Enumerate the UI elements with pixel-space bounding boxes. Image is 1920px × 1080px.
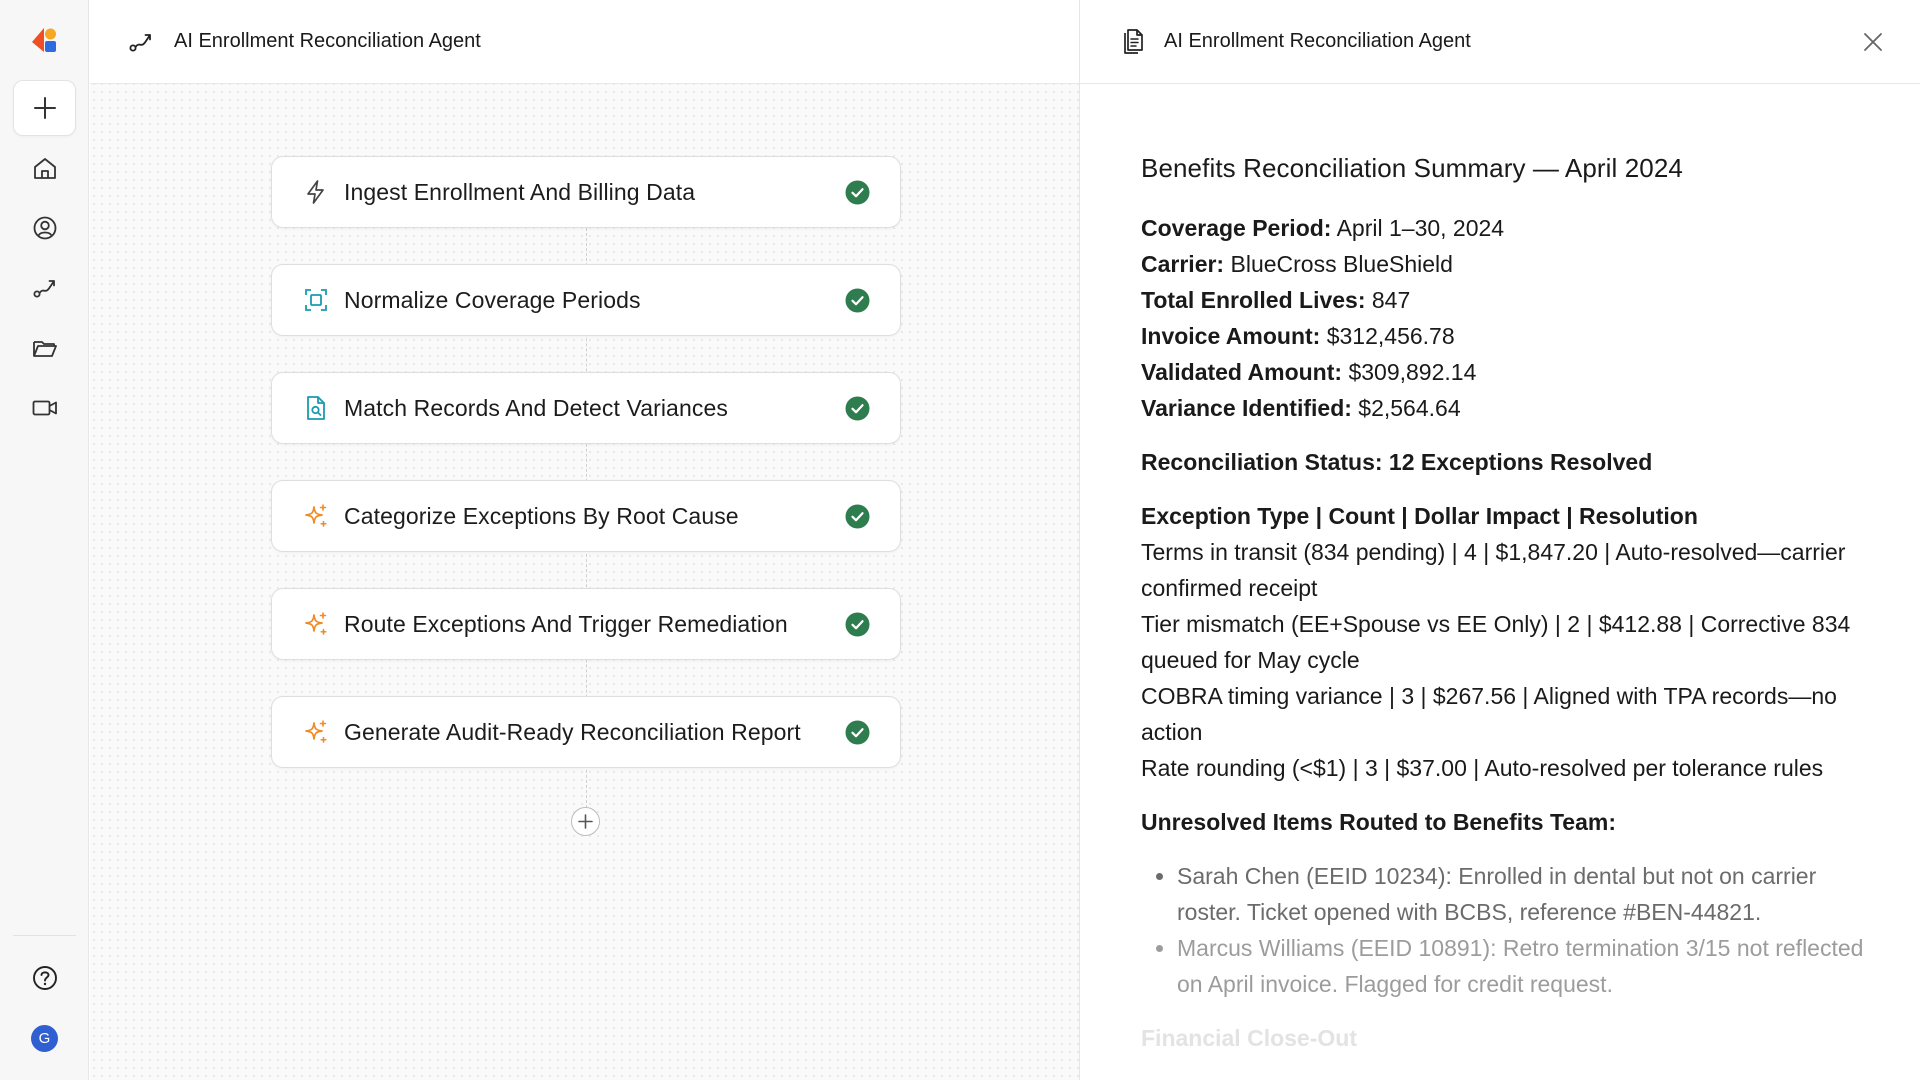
plus-icon [577, 813, 594, 830]
plus-icon [30, 93, 60, 123]
output-panel [1079, 0, 1920, 1080]
unresolved-heading: Unresolved Items Routed to Benefits Team: [1141, 809, 1616, 835]
folder-icon [30, 333, 60, 363]
avatar[interactable]: G [31, 1025, 58, 1052]
sparkle-icon [302, 610, 330, 638]
step-label: Match Records And Detect Variances [344, 394, 728, 421]
fact-row: Coverage Period: April 1–30, 2024 [1141, 215, 1505, 241]
table-row: Rate rounding (<$1) | 3 | $37.00 | Auto-resolved per tolerance rules [1141, 755, 1824, 781]
step-ingest-data[interactable] [271, 156, 901, 228]
step-route-exceptions[interactable] [271, 588, 901, 660]
step-label: Categorize Exceptions By Root Cause [344, 502, 739, 529]
check-circle-icon [845, 288, 870, 313]
panel-header [1080, 0, 1920, 84]
files-button[interactable] [13, 320, 76, 376]
profile-button[interactable] [13, 200, 76, 256]
document-icon [1120, 27, 1146, 57]
sparkle-icon [302, 502, 330, 530]
list-item: • Marcus Williams (EEID 10891): Retro termination 3/15 not reflected on April invoice. Flagged for credit request. [1177, 930, 1881, 1002]
workflow-header [90, 0, 1079, 84]
home-icon [30, 153, 60, 183]
scan-icon [302, 286, 330, 314]
report-content [1141, 150, 1881, 1056]
fact-row: Variance Identified: $2,564.64 [1141, 395, 1461, 421]
bolt-icon [302, 178, 330, 206]
new-button[interactable] [13, 80, 76, 136]
check-circle-icon [845, 396, 870, 421]
sparkle-icon [302, 718, 330, 746]
step-label: Route Exceptions And Trigger Remediation [344, 610, 788, 637]
table-row: Tier mismatch (EE+Spouse vs EE Only) | 2 | $412.88 | Corrective 834 queued for May cycle [1141, 611, 1851, 673]
step-generate-report[interactable] [271, 696, 901, 768]
help-circle-icon [30, 963, 60, 993]
step-categorize-exceptions[interactable] [271, 480, 901, 552]
close-icon[interactable] [1859, 28, 1887, 56]
fact-row: Validated Amount: $309,892.14 [1141, 359, 1477, 385]
step-match-records[interactable] [271, 372, 901, 444]
table-row: Terms in transit (834 pending) | 4 | $1,847.20 | Auto-resolved—carrier confirmed receipt [1141, 539, 1846, 601]
check-circle-icon [845, 612, 870, 637]
check-circle-icon [845, 720, 870, 745]
document-search-icon [302, 394, 330, 422]
help-button[interactable] [13, 950, 76, 1006]
add-step-button[interactable] [571, 807, 600, 836]
video-icon [30, 393, 60, 423]
left-rail [0, 0, 89, 1080]
route-icon [126, 27, 156, 57]
fact-row: Total Enrolled Lives: 847 [1141, 287, 1411, 313]
table-row: COBRA timing variance | 3 | $267.56 | Aligned with TPA records—no action [1141, 683, 1837, 745]
list-item: • Sarah Chen (EEID 10234): Enrolled in dental but not on carrier roster. Ticket opened with BCBS, reference #BEN-44821. [1177, 858, 1881, 930]
home-button[interactable] [13, 140, 76, 196]
table-header: Exception Type | Count | Dollar Impact | Resolution [1141, 503, 1698, 529]
panel-title: AI Enrollment Reconciliation Agent [1164, 30, 1471, 52]
section-heading-financial: Financial Close-Out [1141, 1025, 1357, 1051]
workflows-button[interactable] [13, 260, 76, 316]
step-label: Normalize Coverage Periods [344, 286, 641, 313]
fact-row: Carrier: BlueCross BlueShield [1141, 251, 1453, 277]
step-normalize-coverage[interactable] [271, 264, 901, 336]
step-label: Ingest Enrollment And Billing Data [344, 178, 696, 205]
check-circle-icon [845, 180, 870, 205]
check-circle-icon [845, 504, 870, 529]
user-circle-icon [30, 213, 60, 243]
recordings-button[interactable] [13, 380, 76, 436]
route-icon [30, 273, 60, 303]
workflow-canvas [90, 0, 1079, 1080]
step-label: Generate Audit-Ready Reconciliation Report [344, 718, 801, 745]
rail-divider [13, 935, 76, 936]
workflow-title: AI Enrollment Reconciliation Agent [174, 30, 481, 52]
status-line: Reconciliation Status: 12 Exceptions Resolved [1141, 449, 1653, 475]
unresolved-list [1141, 858, 1881, 1002]
report-heading: Benefits Reconciliation Summary — April 2024 [1141, 153, 1683, 183]
fact-row: Invoice Amount: $312,456.78 [1141, 323, 1455, 349]
app-logo[interactable] [28, 24, 60, 56]
